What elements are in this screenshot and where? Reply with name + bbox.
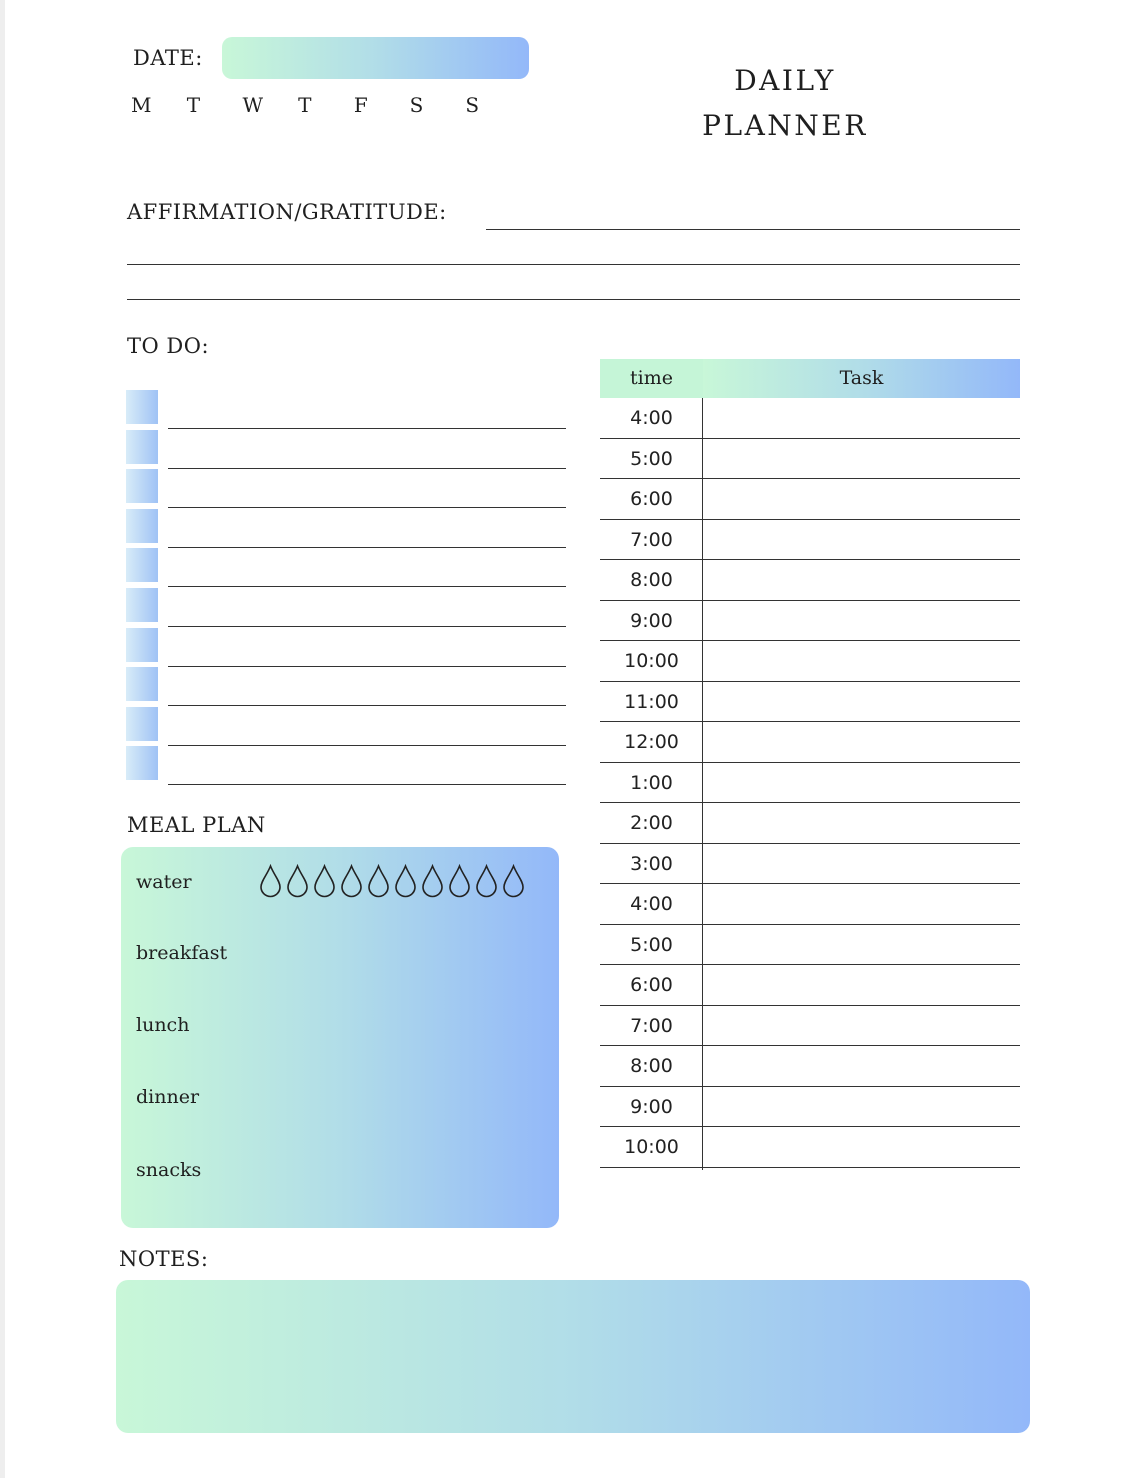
water-drop-icon[interactable] bbox=[447, 864, 472, 898]
title-line-1: DAILY bbox=[734, 64, 836, 97]
schedule-task-cell[interactable] bbox=[703, 965, 1020, 1005]
todo-item bbox=[124, 548, 568, 582]
schedule-time: 10:00 bbox=[624, 650, 679, 672]
affirmation-label: AFFIRMATION/GRATITUDE: bbox=[127, 200, 447, 224]
meal-dinner-label: dinner bbox=[136, 1086, 200, 1108]
schedule-time: 12:00 bbox=[624, 731, 679, 753]
schedule-time: 6:00 bbox=[630, 488, 673, 510]
day-monday[interactable]: M bbox=[131, 93, 152, 117]
schedule-time: 7:00 bbox=[630, 1014, 673, 1037]
schedule-row bbox=[600, 479, 1020, 520]
schedule-task-cell[interactable] bbox=[703, 925, 1020, 965]
todo-item bbox=[124, 707, 568, 741]
schedule-task-cell[interactable] bbox=[703, 439, 1020, 479]
todo-checkbox[interactable] bbox=[126, 469, 158, 503]
schedule-time: 6:00 bbox=[630, 974, 673, 996]
schedule-time: 10:00 bbox=[624, 1136, 679, 1158]
schedule-row bbox=[600, 965, 1020, 1006]
schedule-time: 9:00 bbox=[630, 1095, 673, 1118]
todo-checkbox[interactable] bbox=[126, 548, 158, 582]
water-drop-icon[interactable] bbox=[285, 864, 310, 898]
schedule-row bbox=[600, 722, 1020, 763]
meal-breakfast-label: breakfast bbox=[136, 942, 228, 964]
todo-item bbox=[124, 746, 568, 780]
schedule-time: 8:00 bbox=[630, 1055, 673, 1077]
schedule-task-cell[interactable] bbox=[703, 601, 1020, 641]
schedule-header bbox=[600, 359, 1020, 398]
day-thursday[interactable]: T bbox=[298, 93, 312, 117]
todo-checkbox[interactable] bbox=[126, 628, 158, 662]
schedule-time: 2:00 bbox=[630, 812, 673, 834]
schedule-task-cell[interactable] bbox=[703, 1127, 1020, 1167]
schedule-row bbox=[600, 1046, 1020, 1087]
schedule-task-cell[interactable] bbox=[703, 1006, 1020, 1046]
schedule-time: 7:00 bbox=[630, 528, 673, 551]
page-title bbox=[700, 58, 870, 148]
affirmation-line-2[interactable] bbox=[127, 264, 1020, 265]
water-drop-icon[interactable] bbox=[420, 864, 445, 898]
day-saturday[interactable]: S bbox=[409, 93, 424, 117]
day-wednesday[interactable]: W bbox=[242, 93, 263, 117]
water-drop-icon[interactable] bbox=[312, 864, 337, 898]
schedule-row bbox=[600, 884, 1020, 925]
schedule-time: 5:00 bbox=[630, 447, 673, 470]
water-drop-icon[interactable] bbox=[366, 864, 391, 898]
todo-item bbox=[124, 430, 568, 464]
schedule-time: 11:00 bbox=[624, 690, 679, 713]
todo-checkbox[interactable] bbox=[126, 430, 158, 464]
day-tuesday[interactable]: T bbox=[186, 93, 201, 117]
water-tracker bbox=[258, 864, 528, 898]
schedule-row bbox=[600, 520, 1020, 561]
schedule-time: 4:00 bbox=[630, 407, 673, 429]
schedule-divider bbox=[702, 398, 703, 1170]
schedule-task-cell[interactable] bbox=[703, 682, 1020, 722]
todo-label: TO DO: bbox=[127, 334, 210, 358]
page-edge bbox=[0, 0, 5, 1478]
todo-item bbox=[124, 628, 568, 662]
schedule-task-cell[interactable] bbox=[703, 722, 1020, 762]
affirmation-line-3[interactable] bbox=[127, 299, 1020, 300]
todo-checkbox[interactable] bbox=[126, 667, 158, 701]
time-column-header: time bbox=[600, 359, 703, 398]
day-sunday[interactable]: S bbox=[465, 93, 480, 117]
meal-plan-box bbox=[121, 847, 559, 1228]
water-drop-icon[interactable] bbox=[258, 864, 283, 898]
title-line-2: PLANNER bbox=[702, 109, 868, 142]
schedule-task-cell[interactable] bbox=[703, 884, 1020, 924]
todo-item bbox=[124, 390, 568, 424]
todo-checkbox[interactable] bbox=[126, 746, 158, 780]
todo-checkbox[interactable] bbox=[126, 707, 158, 741]
todo-checkbox[interactable] bbox=[126, 390, 158, 424]
schedule-time: 5:00 bbox=[630, 933, 673, 956]
schedule-task-cell[interactable] bbox=[703, 641, 1020, 681]
water-drop-icon[interactable] bbox=[501, 864, 526, 898]
water-drop-icon[interactable] bbox=[474, 864, 499, 898]
schedule-task-cell[interactable] bbox=[703, 398, 1020, 438]
schedule-task-cell[interactable] bbox=[703, 479, 1020, 519]
schedule-time: 4:00 bbox=[630, 893, 673, 915]
todo-checkbox[interactable] bbox=[126, 588, 158, 622]
todo-item bbox=[124, 588, 568, 622]
schedule-task-cell[interactable] bbox=[703, 1046, 1020, 1086]
hourly-schedule bbox=[600, 359, 1020, 1168]
notes-label: NOTES: bbox=[119, 1247, 209, 1271]
schedule-row bbox=[600, 641, 1020, 682]
day-friday[interactable]: F bbox=[353, 93, 368, 117]
meal-snacks-label: snacks bbox=[136, 1159, 202, 1181]
date-label: DATE: bbox=[133, 46, 203, 70]
todo-line[interactable] bbox=[168, 784, 566, 785]
water-drop-icon[interactable] bbox=[339, 864, 364, 898]
schedule-row bbox=[600, 601, 1020, 642]
schedule-time: 9:00 bbox=[630, 609, 673, 632]
meal-plan-label: MEAL PLAN bbox=[127, 813, 266, 837]
meal-lunch-label: lunch bbox=[136, 1014, 190, 1036]
schedule-row bbox=[600, 1087, 1020, 1128]
notes-area[interactable] bbox=[116, 1280, 1030, 1433]
schedule-row bbox=[600, 560, 1020, 601]
todo-item bbox=[124, 667, 568, 701]
schedule-row bbox=[600, 1006, 1020, 1047]
schedule-task-cell[interactable] bbox=[703, 520, 1020, 560]
schedule-task-cell[interactable] bbox=[703, 763, 1020, 803]
schedule-task-cell[interactable] bbox=[703, 803, 1020, 843]
schedule-task-cell[interactable] bbox=[703, 1087, 1020, 1127]
schedule-row bbox=[600, 682, 1020, 723]
schedule-row bbox=[600, 925, 1020, 966]
schedule-row bbox=[600, 844, 1020, 885]
water-drop-icon[interactable] bbox=[393, 864, 418, 898]
schedule-task-cell[interactable] bbox=[703, 844, 1020, 884]
schedule-time: 1:00 bbox=[630, 771, 673, 794]
task-column-header: Task bbox=[703, 359, 1020, 398]
weekday-selector bbox=[131, 93, 521, 117]
date-field[interactable] bbox=[222, 37, 529, 79]
schedule-row bbox=[600, 1127, 1020, 1168]
schedule-time: 3:00 bbox=[630, 852, 673, 875]
meal-water-label: water bbox=[136, 871, 192, 893]
affirmation-line-1[interactable] bbox=[486, 229, 1020, 230]
schedule-time: 8:00 bbox=[630, 569, 673, 591]
schedule-row bbox=[600, 439, 1020, 480]
todo-item bbox=[124, 509, 568, 543]
schedule-row bbox=[600, 763, 1020, 804]
schedule-row bbox=[600, 803, 1020, 844]
schedule-row bbox=[600, 398, 1020, 439]
schedule-task-cell[interactable] bbox=[703, 560, 1020, 600]
todo-item bbox=[124, 469, 568, 503]
todo-checkbox[interactable] bbox=[126, 509, 158, 543]
